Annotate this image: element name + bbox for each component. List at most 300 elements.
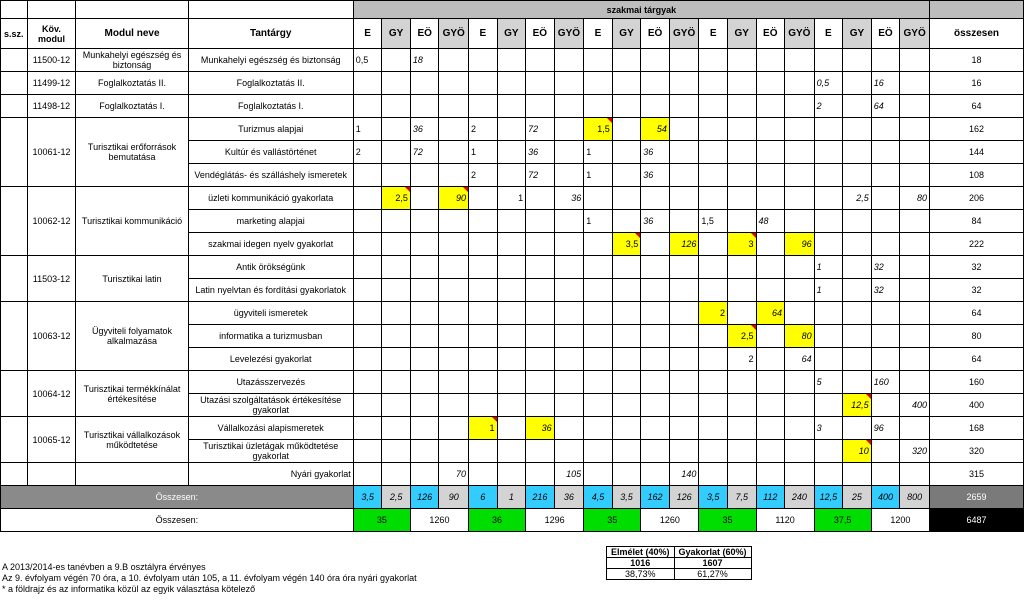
hour-cell — [756, 463, 785, 486]
header-col-9: GY — [612, 19, 641, 49]
hour-cell: 0,5 — [353, 49, 382, 72]
hour-cell — [410, 440, 439, 463]
row-ssz — [1, 49, 28, 72]
hour-cell — [584, 95, 613, 118]
header-col-15: GYÖ — [785, 19, 815, 49]
hour-cell — [612, 210, 641, 233]
subtotal-label: Összesen: — [1, 486, 354, 509]
subject-name: Kultúr és vallástörténet — [188, 141, 353, 164]
subject-name: üzleti kommunikáció gyakorlata — [188, 187, 353, 210]
hour-cell — [526, 210, 555, 233]
hour-cell — [382, 95, 411, 118]
hour-cell — [439, 302, 469, 325]
module-code: 10062-12 — [27, 187, 76, 256]
hour-cell — [699, 417, 728, 440]
module-code: 10064-12 — [27, 371, 76, 417]
hour-cell — [353, 325, 382, 348]
hour-cell — [612, 325, 641, 348]
hour-cell — [382, 49, 411, 72]
header-col-2: EÖ — [410, 19, 439, 49]
hour-cell — [756, 118, 785, 141]
hour-cell — [669, 210, 699, 233]
hour-cell — [756, 348, 785, 371]
grand-total-cell: 35 — [584, 509, 641, 532]
hour-cell — [641, 325, 670, 348]
hour-cell — [641, 233, 670, 256]
hour-cell — [669, 187, 699, 210]
header-col-7: GYÖ — [554, 19, 584, 49]
hour-cell: 36 — [410, 118, 439, 141]
hour-cell — [699, 72, 728, 95]
hour-cell — [554, 49, 584, 72]
hour-cell — [497, 279, 526, 302]
hour-cell — [843, 72, 872, 95]
hour-cell — [410, 72, 439, 95]
hour-cell — [497, 463, 526, 486]
header-col-17: GY — [843, 19, 872, 49]
hour-cell — [871, 463, 900, 486]
subtotal-cell: 6 — [469, 486, 498, 509]
module-name: Foglalkoztatás I. — [76, 95, 188, 118]
table-row — [1, 417, 1024, 440]
hour-cell: 140 — [669, 463, 699, 486]
subtotal-cell: 240 — [785, 486, 815, 509]
hour-cell — [756, 325, 785, 348]
hour-cell — [554, 210, 584, 233]
subtotal-cell: 3,5 — [612, 486, 641, 509]
hour-cell — [554, 394, 584, 417]
hour-cell — [382, 394, 411, 417]
hour-cell — [843, 302, 872, 325]
hour-cell — [554, 440, 584, 463]
header-col-18: EÖ — [871, 19, 900, 49]
hour-cell — [756, 141, 785, 164]
hour-cell: 2 — [353, 141, 382, 164]
subtotal-cell: 162 — [641, 486, 670, 509]
hour-cell — [756, 279, 785, 302]
subtotal-cell: 7,5 — [727, 486, 756, 509]
hour-cell — [669, 256, 699, 279]
hour-cell — [900, 233, 930, 256]
hour-cell: 160 — [871, 371, 900, 394]
hour-cell — [612, 49, 641, 72]
hour-cell — [439, 210, 469, 233]
hour-cell — [756, 72, 785, 95]
hour-cell — [871, 141, 900, 164]
module-name: Ügyviteli folyamatok alkalmazása — [76, 302, 188, 371]
row-ssz — [1, 256, 28, 302]
hour-cell — [669, 440, 699, 463]
hour-cell — [353, 371, 382, 394]
hour-cell — [382, 417, 411, 440]
hour-cell: 2 — [814, 95, 843, 118]
hour-cell — [526, 49, 555, 72]
module-code: 11500-12 — [27, 49, 76, 72]
module-name: Turisztikai termékkínálat értékesítése — [76, 371, 188, 417]
header-col-12: E — [699, 19, 728, 49]
hour-cell — [900, 325, 930, 348]
grand-total-cell: 35 — [353, 509, 410, 532]
hour-cell — [526, 95, 555, 118]
hour-cell — [641, 279, 670, 302]
hour-cell — [756, 394, 785, 417]
subject-name: Munkahelyi egészség és biztonság — [188, 49, 353, 72]
row-total: 160 — [929, 371, 1023, 394]
hour-cell: 32 — [871, 256, 900, 279]
hour-cell — [382, 463, 411, 486]
footnote-line: A 2013/2014-es tanévben a 9.B osztályra érvényes — [2, 562, 206, 572]
subtotal-cell: 112 — [756, 486, 785, 509]
hour-cell — [699, 371, 728, 394]
hour-cell — [584, 49, 613, 72]
grand-total-cell: 1200 — [871, 509, 929, 532]
module-code: 11498-12 — [27, 95, 76, 118]
hour-cell — [612, 118, 641, 141]
hour-cell — [554, 118, 584, 141]
hour-cell — [439, 164, 469, 187]
hour-cell: 2 — [699, 302, 728, 325]
hour-cell — [439, 325, 469, 348]
hour-cell — [669, 164, 699, 187]
hour-cell — [641, 302, 670, 325]
hour-cell — [669, 49, 699, 72]
hour-cell — [814, 233, 843, 256]
module-name: Turisztikai kommunikáció — [76, 187, 188, 256]
hour-cell — [469, 187, 498, 210]
hour-cell — [584, 417, 613, 440]
hour-cell — [871, 210, 900, 233]
hour-cell — [612, 164, 641, 187]
subject-name: Utazásszervezés — [188, 371, 353, 394]
hour-cell — [900, 141, 930, 164]
footnote-line: Az 9. évfolyam végén 70 óra, a 10. évfolyam után 105, a 11. évfolyam végén 140 óra óra nyári gyakorlat — [2, 573, 417, 583]
footnotes — [2, 562, 417, 595]
table-row — [1, 72, 1024, 95]
hour-cell: 90 — [439, 187, 469, 210]
hour-cell — [756, 233, 785, 256]
subtotal-cell: 12,5 — [814, 486, 843, 509]
header-tantargy: Tantárgy — [188, 19, 353, 49]
title-left-blank — [188, 1, 353, 19]
row-ssz — [1, 95, 28, 118]
hour-cell — [612, 141, 641, 164]
hour-cell — [439, 348, 469, 371]
hour-cell — [900, 279, 930, 302]
hour-cell — [439, 72, 469, 95]
hour-cell — [439, 279, 469, 302]
module-code: 11503-12 — [27, 256, 76, 302]
hour-cell — [410, 417, 439, 440]
hour-cell — [469, 49, 498, 72]
hour-cell: 36 — [554, 187, 584, 210]
hour-cell — [410, 279, 439, 302]
hour-cell — [871, 302, 900, 325]
ratio-practice-header: Gyakorlat (60%) — [674, 547, 751, 558]
ratio-practice-percent: 61,27% — [674, 569, 751, 580]
hour-cell — [785, 49, 815, 72]
hour-cell — [814, 348, 843, 371]
grand-total-cell: 1296 — [526, 509, 584, 532]
hour-cell — [843, 49, 872, 72]
hour-cell — [554, 233, 584, 256]
subtotal-cell: 800 — [900, 486, 930, 509]
hour-cell — [410, 463, 439, 486]
hour-cell: 1,5 — [584, 118, 613, 141]
hour-cell — [584, 463, 613, 486]
hour-cell — [900, 72, 930, 95]
table-row — [1, 187, 1024, 210]
hour-cell — [843, 417, 872, 440]
hour-cell — [382, 210, 411, 233]
table-row — [1, 371, 1024, 394]
hour-cell — [353, 417, 382, 440]
hour-cell — [382, 118, 411, 141]
hour-cell — [554, 95, 584, 118]
hour-cell — [699, 256, 728, 279]
hour-cell — [554, 417, 584, 440]
hour-cell: 320 — [900, 440, 930, 463]
hour-cell — [612, 256, 641, 279]
hour-cell — [843, 371, 872, 394]
hour-cell — [669, 95, 699, 118]
hour-cell: 54 — [641, 118, 670, 141]
header-col-8: E — [584, 19, 613, 49]
hour-cell — [584, 187, 613, 210]
hour-cell — [439, 95, 469, 118]
hour-cell — [785, 394, 815, 417]
hour-cell — [469, 233, 498, 256]
hour-cell — [584, 72, 613, 95]
hour-cell — [699, 95, 728, 118]
hour-cell — [526, 233, 555, 256]
hour-cell — [699, 118, 728, 141]
footnote-line: * a földrajz és az informatika közül az egyik választása kötelező — [2, 584, 256, 594]
hour-cell — [843, 95, 872, 118]
hour-cell — [497, 371, 526, 394]
hour-cell — [382, 371, 411, 394]
hour-cell — [612, 440, 641, 463]
hour-cell — [439, 440, 469, 463]
subject-name: informatika a turizmusban — [188, 325, 353, 348]
hour-cell — [785, 210, 815, 233]
hour-cell — [439, 371, 469, 394]
ratio-theory-value: 1016 — [607, 558, 675, 569]
hour-cell — [353, 394, 382, 417]
hour-cell — [353, 256, 382, 279]
hour-cell — [871, 164, 900, 187]
table-row — [1, 463, 1024, 486]
table-row — [1, 118, 1024, 141]
module-code: 11499-12 — [27, 72, 76, 95]
row-ssz — [1, 417, 28, 463]
hour-cell — [641, 49, 670, 72]
hour-cell — [353, 463, 382, 486]
module-name: Foglalkoztatás II. — [76, 72, 188, 95]
hour-cell: 36 — [641, 141, 670, 164]
hour-cell — [410, 348, 439, 371]
hour-cell — [814, 164, 843, 187]
subtotal-cell: 3,5 — [353, 486, 382, 509]
subject-name: Latin nyelvtan és fordítási gyakorlatok — [188, 279, 353, 302]
hour-cell — [353, 279, 382, 302]
subject-name: Foglalkoztatás II. — [188, 72, 353, 95]
hour-cell — [584, 233, 613, 256]
hour-cell — [641, 440, 670, 463]
hour-cell — [699, 325, 728, 348]
header-osszesen: összesen — [929, 19, 1023, 49]
hour-cell — [641, 463, 670, 486]
row-total: 144 — [929, 141, 1023, 164]
hour-cell — [727, 463, 756, 486]
subtotal-row — [1, 486, 1024, 509]
hour-cell — [843, 141, 872, 164]
hour-cell — [727, 371, 756, 394]
grand-total-row — [1, 509, 1024, 532]
header-kov-modul: Köv. modul — [27, 19, 76, 49]
hour-cell — [756, 187, 785, 210]
hour-cell: 400 — [900, 394, 930, 417]
hour-cell — [612, 371, 641, 394]
hour-cell — [871, 118, 900, 141]
subtotal-cell: 25 — [843, 486, 872, 509]
hour-cell — [469, 210, 498, 233]
row-total: 400 — [929, 394, 1023, 417]
hour-cell — [669, 371, 699, 394]
grand-total-value: 6487 — [929, 509, 1023, 532]
hour-cell — [669, 141, 699, 164]
hour-cell — [382, 440, 411, 463]
hour-cell — [871, 49, 900, 72]
hour-cell — [814, 394, 843, 417]
hour-cell: 70 — [439, 463, 469, 486]
hour-cell — [871, 325, 900, 348]
hour-cell — [612, 463, 641, 486]
hour-cell: 126 — [669, 233, 699, 256]
ratio-table — [606, 546, 752, 580]
title-left-blank — [1, 1, 28, 19]
hour-cell — [410, 394, 439, 417]
hour-cell — [526, 72, 555, 95]
row-total: 64 — [929, 348, 1023, 371]
hour-cell — [382, 325, 411, 348]
hour-cell — [554, 325, 584, 348]
hour-cell — [410, 371, 439, 394]
hour-cell — [497, 233, 526, 256]
hour-cell: 1 — [469, 417, 498, 440]
row-total: 64 — [929, 95, 1023, 118]
hour-cell: 2 — [469, 118, 498, 141]
hour-cell — [699, 233, 728, 256]
ratio-practice-value: 1607 — [674, 558, 751, 569]
hour-cell — [785, 440, 815, 463]
hour-cell — [785, 463, 815, 486]
hour-cell — [871, 187, 900, 210]
hour-cell — [727, 164, 756, 187]
hour-cell — [497, 210, 526, 233]
hour-cell — [843, 463, 872, 486]
row-total: 18 — [929, 49, 1023, 72]
hour-cell: 3,5 — [612, 233, 641, 256]
hour-cell — [469, 463, 498, 486]
hour-cell: 3 — [814, 417, 843, 440]
hour-cell: 32 — [871, 279, 900, 302]
hour-cell: 3 — [727, 233, 756, 256]
header-col-13: GY — [727, 19, 756, 49]
hour-cell — [353, 72, 382, 95]
row-ssz — [1, 463, 28, 486]
header-col-6: EÖ — [526, 19, 555, 49]
hour-cell — [439, 141, 469, 164]
hour-cell: 2 — [727, 348, 756, 371]
row-total: 32 — [929, 256, 1023, 279]
hour-cell — [612, 417, 641, 440]
hour-cell — [439, 417, 469, 440]
hour-cell — [669, 394, 699, 417]
header-col-19: GYÖ — [900, 19, 930, 49]
hour-cell: 36 — [641, 164, 670, 187]
header-col-3: GYÖ — [439, 19, 469, 49]
hour-cell — [641, 187, 670, 210]
hour-cell — [497, 164, 526, 187]
hour-cell — [612, 394, 641, 417]
hour-cell — [756, 164, 785, 187]
hour-cell: 96 — [871, 417, 900, 440]
hour-cell — [497, 141, 526, 164]
subject-name: Antik örökségünk — [188, 256, 353, 279]
hour-cell — [612, 348, 641, 371]
hour-cell — [410, 256, 439, 279]
hour-cell: 10 — [843, 440, 872, 463]
hour-cell — [900, 118, 930, 141]
hour-cell — [785, 371, 815, 394]
row-ssz — [1, 371, 28, 417]
hour-cell — [699, 440, 728, 463]
hour-cell — [439, 256, 469, 279]
hour-cell — [526, 348, 555, 371]
hour-cell — [727, 256, 756, 279]
hour-cell — [871, 394, 900, 417]
hour-cell — [526, 440, 555, 463]
hour-cell — [469, 371, 498, 394]
hour-cell — [382, 302, 411, 325]
hour-cell — [814, 210, 843, 233]
hour-cell — [526, 371, 555, 394]
hour-cell — [612, 95, 641, 118]
hour-cell — [843, 164, 872, 187]
subtotal-cell: 2,5 — [382, 486, 411, 509]
hour-cell: 16 — [871, 72, 900, 95]
hour-cell — [843, 118, 872, 141]
hour-cell: 72 — [526, 118, 555, 141]
hour-cell — [497, 118, 526, 141]
hour-cell — [497, 302, 526, 325]
grand-total-cell: 35 — [699, 509, 756, 532]
hour-cell — [410, 302, 439, 325]
row-ssz — [1, 72, 28, 95]
hour-cell — [727, 302, 756, 325]
hour-cell — [814, 440, 843, 463]
hour-cell — [900, 348, 930, 371]
hour-cell — [669, 325, 699, 348]
hour-cell — [584, 256, 613, 279]
grand-total-cell: 1260 — [641, 509, 699, 532]
subject-name: Levelezési gyakorlat — [188, 348, 353, 371]
hour-cell — [756, 417, 785, 440]
row-ssz — [1, 118, 28, 187]
hour-cell — [469, 325, 498, 348]
grand-total-cell: 37,5 — [814, 509, 871, 532]
hour-cell: 105 — [554, 463, 584, 486]
